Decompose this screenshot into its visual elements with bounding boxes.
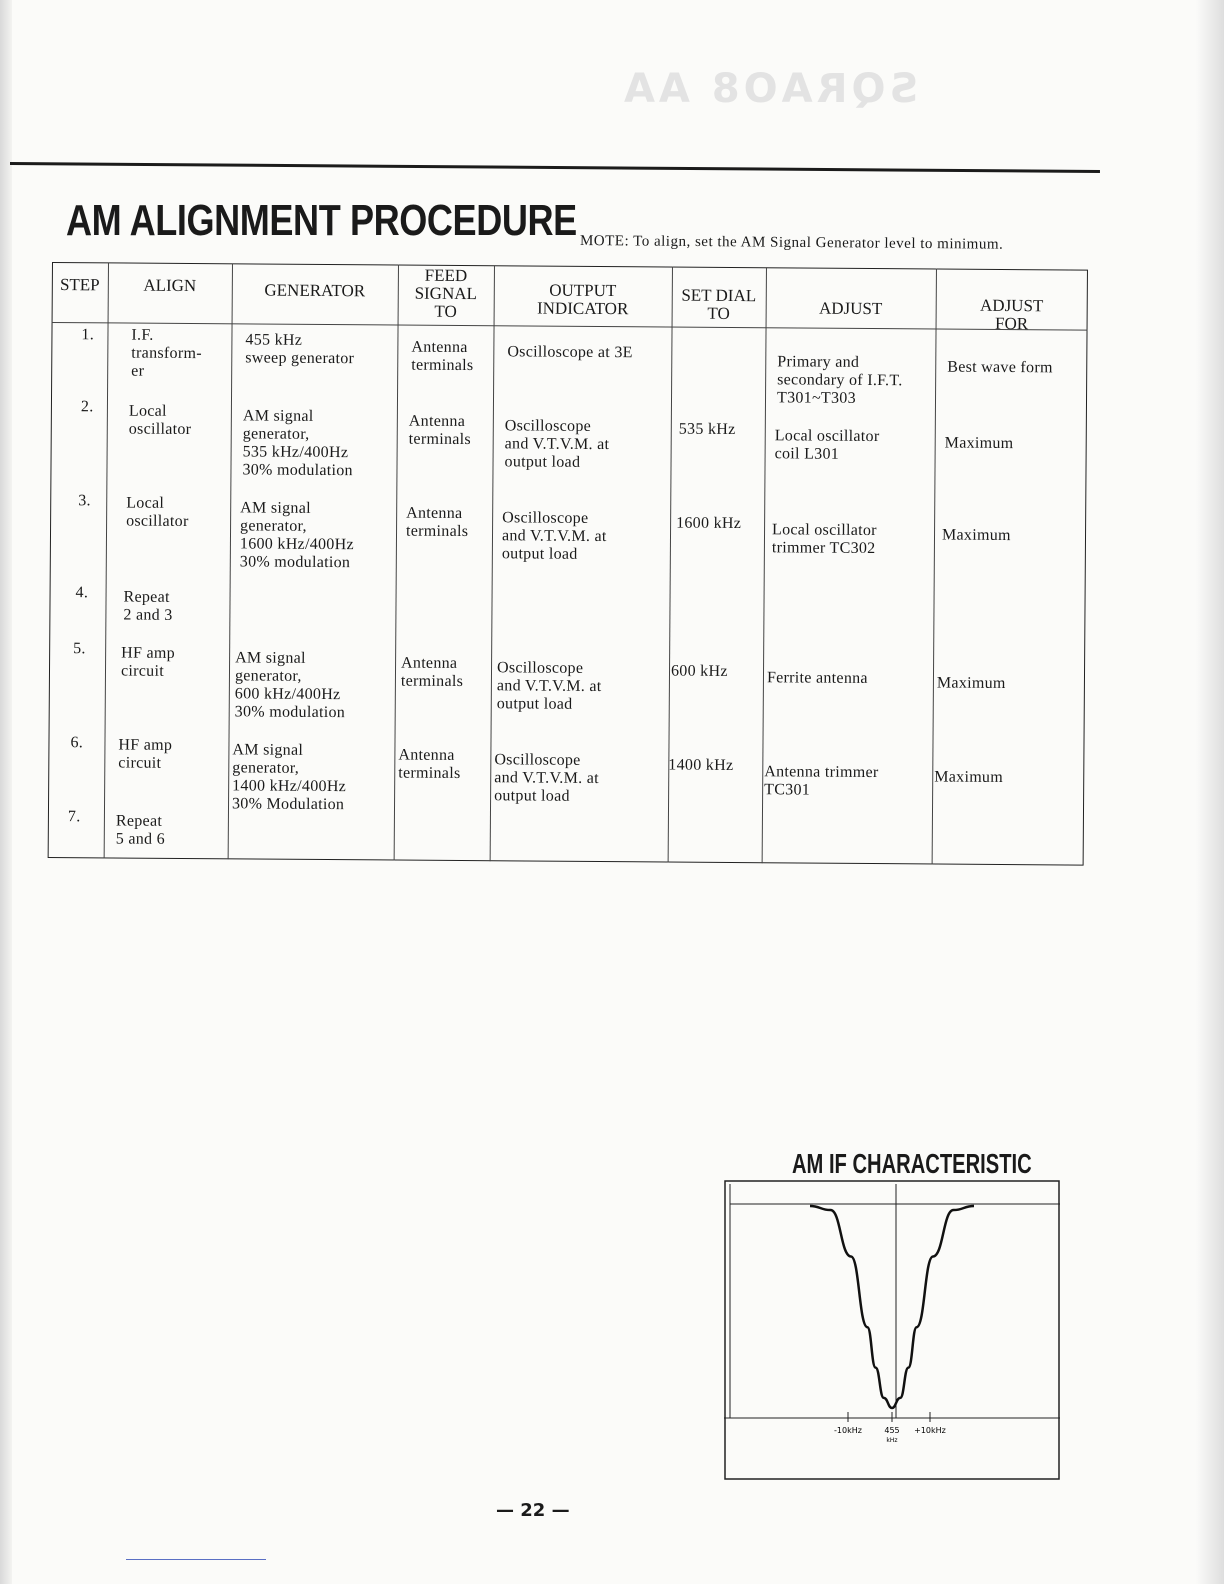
row3-generator: AM signal generator, 1600 kHz/400Hz 30% modulation	[239, 499, 354, 572]
row1-step: 1.	[81, 326, 95, 344]
header-adjust-for: ADJUST FOR	[979, 295, 1044, 334]
row7-step: 7.	[67, 808, 81, 826]
if-response-curve	[810, 1206, 974, 1408]
row6-adjust-for: Maximum	[934, 768, 1004, 786]
header-align: ALIGN	[143, 275, 197, 296]
header-step: STEP	[59, 275, 100, 295]
row4-step: 4.	[75, 584, 89, 602]
row1-feed: Antenna terminals	[411, 338, 474, 375]
header-set-dial: SET DIAL TO	[681, 285, 757, 323]
header-generator: GENERATOR	[264, 280, 366, 301]
row5-adjust-for: Maximum	[936, 674, 1006, 693]
row6-dial: 1400 kHz	[668, 756, 734, 775]
row6-feed: Antenna terminals	[398, 746, 461, 783]
row6-align: HF amp circuit	[118, 736, 173, 772]
row3-adjust: Local oscillator trimmer TC302	[771, 521, 877, 558]
row2-feed: Antenna terminals	[408, 412, 472, 449]
row5-output: Oscilloscope and V.T.V.M. at output load	[496, 659, 602, 713]
row2-adjust-for: Maximum	[944, 434, 1014, 453]
row3-dial: 1600 kHz	[676, 514, 742, 533]
row5-feed: Antenna terminals	[400, 654, 464, 691]
if-chart-title: AM IF CHARACTERISTIC	[792, 1148, 1032, 1179]
row6-output: Oscilloscope and V.T.V.M. at output load	[494, 751, 599, 805]
page-number: — 22 —	[496, 1500, 570, 1521]
row5-align: HF amp circuit	[120, 644, 176, 680]
row3-output: Oscilloscope and V.T.V.M. at output load	[501, 509, 607, 563]
row6-generator: AM signal generator, 1400 kHz/400Hz 30% Modulation	[231, 741, 347, 814]
row3-align: Local oscillator	[126, 494, 189, 531]
header-feed-signal: FEED SIGNAL TO	[414, 265, 478, 321]
alignment-note: MOTE: To align, set the AM Signal Generator level to minimum.	[579, 233, 1004, 253]
row7-align: Repeat 5 and 6	[115, 812, 166, 848]
row3-adjust-for: Maximum	[941, 526, 1011, 545]
row2-step: 2.	[80, 398, 94, 416]
row1-output: Oscilloscope at 3E	[507, 343, 633, 362]
page-left-edge-shadow	[0, 0, 12, 1584]
bleed-through-watermark: SQRAO8 AA	[620, 66, 919, 112]
page-right-edge-shadow	[1196, 0, 1224, 1584]
row2-generator: AM signal generator, 535 kHz/400Hz 30% modulation	[242, 407, 353, 480]
row3-feed: Antenna terminals	[405, 504, 469, 541]
row1-adjust-for: Best wave form	[947, 358, 1053, 377]
row2-dial: 535 kHz	[678, 420, 736, 439]
row2-align: Local oscillator	[128, 402, 192, 439]
tick-label-455: 455	[884, 1426, 900, 1435]
bottom-underline	[126, 1559, 266, 1560]
row1-generator: 455 kHz sweep generator	[245, 331, 355, 368]
if-characteristic-chart	[724, 1180, 1060, 1480]
row2-adjust: Local oscillator coil L301	[774, 427, 880, 463]
tick-label-khz-unit: kHz	[886, 1437, 898, 1444]
row6-adjust: Antenna trimmer TC301	[764, 763, 879, 799]
row5-step: 5.	[73, 640, 86, 658]
if-chart-svg	[724, 1180, 1060, 1480]
row1-align: I.F. transform- er	[131, 326, 202, 380]
row5-generator: AM signal generator, 600 kHz/400Hz 30% modulation	[234, 649, 346, 722]
row1-adjust: Primary and secondary of I.F.T. T301~T303	[776, 353, 903, 407]
alignment-table	[47, 262, 1088, 894]
row4-align: Repeat 2 and 3	[123, 588, 173, 624]
row2-output: Oscilloscope and V.T.V.M. at output load	[504, 417, 610, 471]
page-heading: AM ALIGNMENT PROCEDURE	[66, 196, 577, 245]
tick-label-minus-10: -10kHz	[834, 1426, 862, 1435]
top-rule	[10, 162, 1100, 173]
row5-adjust: Ferrite antenna	[766, 669, 868, 687]
row6-step: 6.	[70, 734, 84, 752]
tick-label-plus-10: +10kHz	[914, 1426, 946, 1435]
row3-step: 3.	[78, 492, 91, 510]
row5-dial: 600 kHz	[670, 662, 728, 680]
header-adjust: ADJUST	[818, 298, 883, 319]
header-output-indicator: OUTPUT INDICATOR	[536, 280, 629, 319]
